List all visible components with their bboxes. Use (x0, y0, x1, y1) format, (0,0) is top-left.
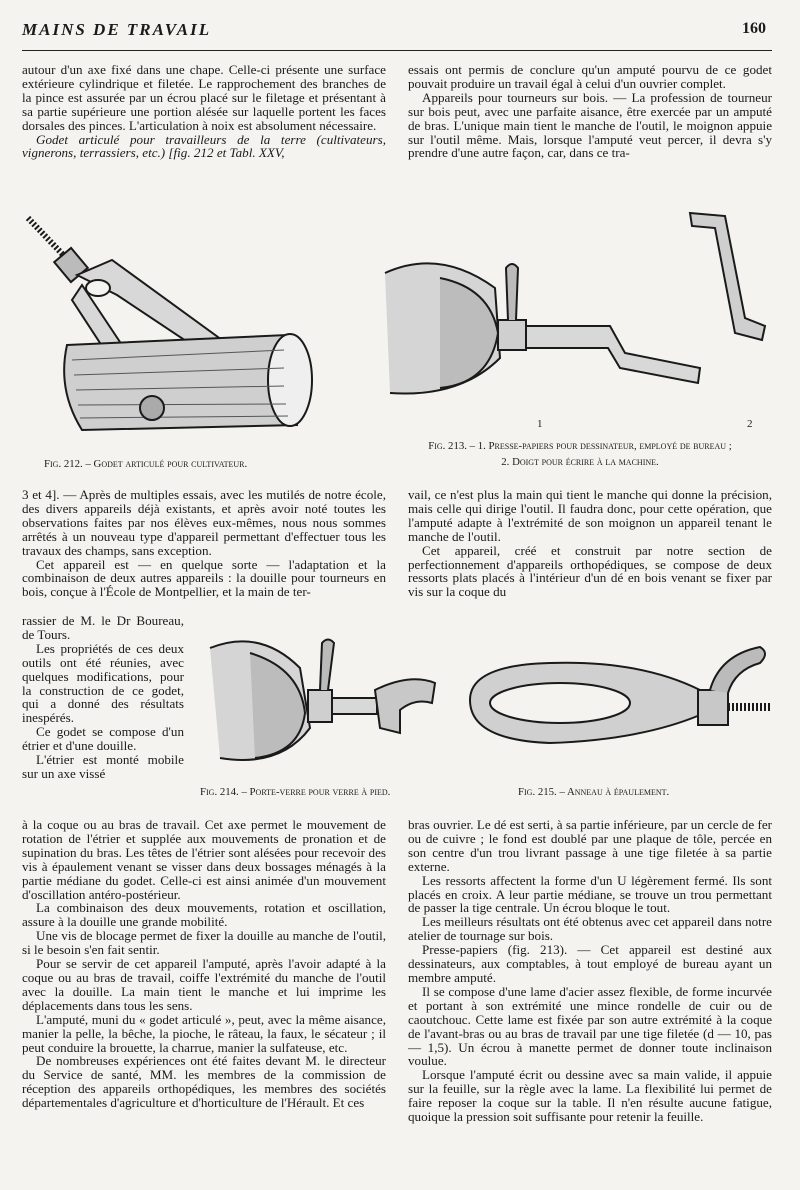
figure-215-anneau-illustration (460, 635, 775, 760)
figure-213-presse-papiers-illustration (380, 208, 775, 413)
middle-narrow-column (22, 614, 184, 808)
paragraph: Ce godet se compose d'un étrier et d'une douille. (22, 724, 184, 754)
paragraph: Pour se servir de cet appareil l'amputé, après l'avoir adapté à la coque ou au bras de travail, coiffe l'extrémité du manche de l'outil avec la douille. La main tient le manche et lui imprime les déplacements dans tous les sens. (22, 956, 386, 1013)
paragraph: Cet appareil, créé et construit par notre section de perfectionnement d'appareils orthopédiques, se compose de deux ressorts plats placés à l'intérieur d'un dé en bois venant se fixer par vis sur la coque du (408, 542, 772, 600)
bottom-right-column (408, 818, 772, 1163)
figure-212-caption: Fig. 212. – Godet articulé pour cultivateur. (44, 458, 248, 470)
paragraph: Godet articulé pour travailleurs de la terre (cultivateurs, vignerons, terrassiers, etc.) [fig. 212 et Tabl. XXV, (22, 131, 386, 161)
paragraph: L'amputé, muni du « godet articulé », peut, avec la même aisance, manier la pelle, la bêche, la pioche, le râteau, la faux, le sécateur ; il peut conduire la brouette, la charrue, manier la sulfateuse, etc. (22, 1011, 386, 1055)
paragraph: Cet appareil est — en quelque sorte — l'adaptation et la combinaison de deux autres appareils : la douille pour tourneurs en bois, conçue à l'École de Montpellier, et la main de ter- (22, 556, 386, 600)
paragraph: à la coque ou au bras de travail. Cet axe permet le mouvement de rotation de l'étrier et supplée aux mouvements de pronation et de supination du bras. Les têtes de l'étrier sont alésées pour recevoir des vis à épaulement venant se visser dans deux bossages ménagés à la partie médiane du godet. Celle-ci est ainsi animée d'un mouvement d'oscillation antéro-postérieur. (22, 818, 386, 902)
middle-left-column (22, 488, 386, 614)
top-left-column (22, 63, 386, 203)
figure-213-item-1-label: 1 (537, 418, 543, 430)
figure-215-caption: Fig. 215. – Anneau à épaulement. (518, 786, 670, 798)
paragraph: rassier de M. le Dr Boureau, de Tours. (22, 614, 184, 642)
paragraph: Une vis de blocage permet de fixer la douille au manche de l'outil, si le besoin s'en fait sentir. (22, 928, 386, 958)
top-right-column (408, 63, 772, 203)
bottom-left-column (22, 818, 386, 1163)
running-header-title: MAINS DE TRAVAIL (22, 20, 212, 39)
figure-213-caption-line-2: 2. Doigt pour écrire à la machine. (501, 456, 659, 468)
paragraph: Il se compose d'une lame d'acier assez flexible, de forme incurvée et portant à son extrémité une mince rondelle de cuir ou de caoutchouc. Cette lame est fixée par son autre extrémité à la coque de l'avant-bras ou au bras de travail par une tige filetée (d — 10, pas — 1,5). Un écrou à manette permet de donner toute inclinaison voulue. (408, 983, 772, 1069)
paragraph: L'étrier est monté mobile sur un axe vissé (22, 752, 184, 781)
figure-214-caption: Fig. 214. – Porte-verre pour verre à pied. (200, 786, 391, 798)
paragraph: De nombreuses expériences ont été faites devant M. le directeur du Service de santé, MM. les membres de la commission de réception des appareils orthopédiques, les membres des sociétés départementales d'agriculture et d'horticulture de l'Hérault. Et ces (22, 1053, 386, 1111)
page-number: 160 (742, 20, 766, 37)
paragraph: essais ont permis de conclure qu'un amputé pourvu de ce godet pouvait produire un travail égal à celui d'un ouvrier complet. (408, 63, 772, 91)
paragraph: 3 et 4]. — Après de multiples essais, avec les mutilés de notre école, des divers appareils déjà existants, et après avoir noté toutes les observations faites par nos élèves eux-mêmes, nous nous sommes arrêtés à un nouveau type d'appareil permettant d'effectuer tous les travaux des champs, sans exception. (22, 488, 386, 558)
paragraph: vail, ce n'est plus la main qui tient le manche qui donne la précision, mais celle qui dirige l'outil. Il faudra donc, pour cette opération, que l'amputé adapte à l'extrémité de son moignon un appareil tenant le manche de l'outil. (408, 488, 772, 544)
paragraph: Les propriétés de ces deux outils ont été réunies, avec quelques modifications, pour la construction de ce godet, qui a donné des résultats inespérés. (22, 640, 184, 726)
paragraph: bras ouvrier. Le dé est serti, à sa partie inférieure, par un cercle de fer ou de cuivre ; le fond est doublé par une plaque de tôle, percée en son centre d'un trou livrant passage à une tige filetée à sa partie externe. (408, 818, 772, 874)
paragraph: Lorsque l'amputé écrit ou dessine avec sa main valide, il appuie sur la feuille, sur la règle avec la lame. La flexibilité lui permet de faire reposer la coque sur la table. Il n'en résulte aucune fatigue, quoique la pression soit suffisante pour retenir la feuille. (408, 1067, 772, 1125)
figure-212-godet-illustration (22, 210, 322, 445)
figure-214-porte-verre-illustration (200, 628, 445, 778)
header-rule (22, 50, 772, 51)
paragraph: autour d'un axe fixé dans une chape. Celle-ci présente une surface extérieure cylindrique et filetée. Le rapprochement des branches de la pince est assurée par un écrou placé sur le filetage et présentant à sa partie supérieure une portion alésée sur laquelle portent les faces dorsales des pinces. L'articulation à noix est absolument nécessaire. (22, 63, 386, 133)
paragraph: La combinaison des deux mouvements, rotation et oscillation, assure à la douille une grande mobilité. (22, 900, 386, 930)
figure-213-item-2-label: 2 (747, 418, 753, 430)
paragraph: Appareils pour tourneurs sur bois. — La profession de tourneur sur bois peut, avec une parfaite aisance, être exercée par un amputé de bras. L'unique main tient le manche de l'outil, le moignon appuie sur l'outil même. Mais, lorsque l'amputé veut percer, il devra s'y prendre d'une autre façon, car, dans ce tra- (408, 89, 772, 161)
middle-right-column (408, 488, 772, 614)
figure-213-caption-line-1: Fig. 213. – 1. Presse-papiers pour dessinateur, employé de bureau ; (428, 440, 732, 452)
paragraph: Les meilleurs résultats ont été obtenus avec cet appareil dans notre atelier de tournage sur bois. (408, 914, 772, 944)
paragraph: Les ressorts affectent la forme d'un U légèrement fermé. Ils sont placés en croix. A leur partie médiane, se trouve un trou permettant de passer la tige centrale. Un écrou bloque le tout. (408, 872, 772, 916)
paragraph: Presse-papiers (fig. 213). — Cet appareil est destiné aux dessinateurs, aux comptables, à tout employé de bureau ayant un membre amputé. (408, 942, 772, 985)
